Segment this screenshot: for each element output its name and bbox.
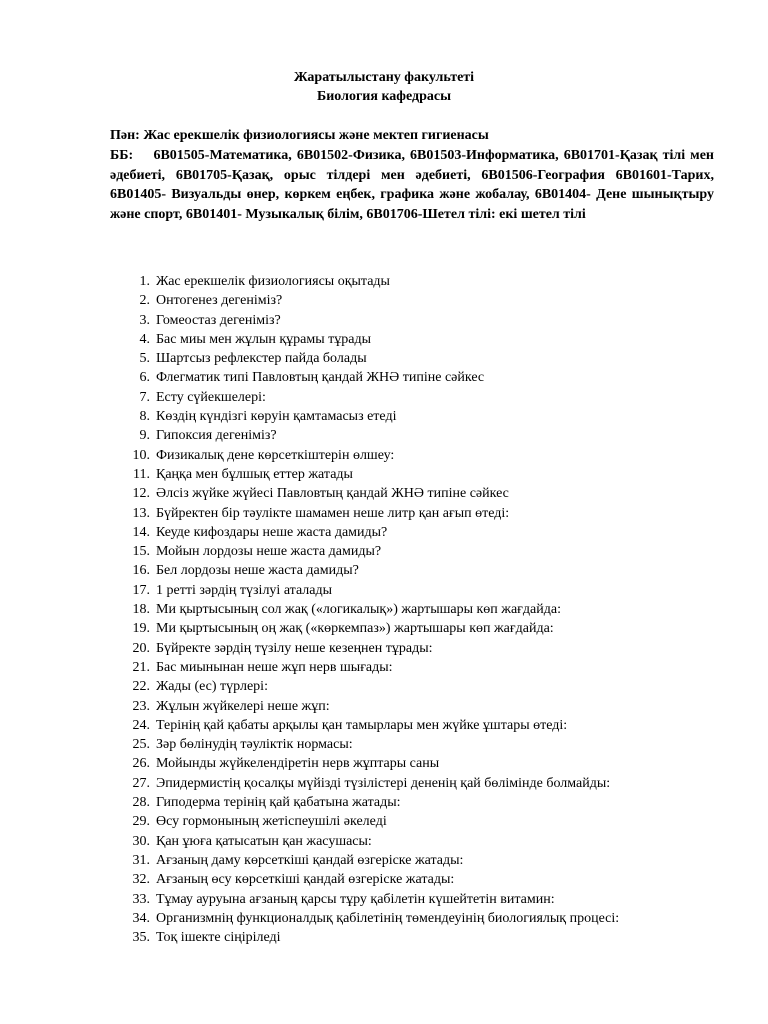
question-text: Қан ұюға қатысатын қан жасушасы: [156, 833, 372, 849]
question-text: Өсу гормонының жетіспеушілі әкеледі [156, 814, 387, 830]
question-item [110, 368, 714, 387]
question-number: 33. [132, 891, 150, 907]
question-item [110, 735, 714, 754]
question-number: 18. [132, 602, 150, 618]
question-number: 19. [132, 621, 150, 637]
question-number: 1. [139, 274, 150, 289]
question-number: 12. [132, 486, 150, 502]
question-text: Қаңқа мен бұлшық еттер жатады [156, 466, 353, 482]
question-item [110, 928, 714, 947]
question-text: Бас миынынан неше жұп нерв шығады: [156, 659, 393, 675]
question-text: 1 ретті зәрдің түзілуі аталады [156, 582, 333, 598]
question-text: Физикалық дене көрсеткіштерін өлшеу: [156, 447, 395, 463]
subject-line: Пән: Жас ерекшелік физиологиясы және мектеп гигиенасы [110, 128, 489, 143]
question-item [110, 272, 714, 291]
question-item [110, 484, 714, 503]
question-number: 20. [132, 640, 150, 656]
question-item [110, 446, 714, 465]
question-number: 15. [132, 544, 150, 560]
question-number: 6. [139, 370, 150, 386]
question-number: 4. [139, 331, 150, 347]
question-item [110, 870, 714, 889]
course-info [110, 126, 714, 225]
question-item [110, 523, 714, 542]
question-item [110, 330, 714, 349]
question-item [110, 504, 714, 523]
question-number: 23. [132, 698, 150, 714]
question-number: 2. [139, 293, 150, 309]
question-text: Флегматик типі Павловтың қандай ЖНӘ типіне сәйкес [156, 370, 485, 386]
question-number: 32. [132, 872, 150, 888]
question-text: Зәр бөлінудің тәуліктік нормасы: [156, 737, 353, 753]
question-item [110, 561, 714, 580]
question-text: Тұмау ауруына ағзаның қарсы тұру қабілетін күшейтетін витамин: [156, 891, 555, 907]
question-text: Мойын лордозы неше жаста дамиды? [156, 544, 382, 560]
question-text: Гиподерма терінің қай қабатына жатады: [156, 795, 401, 811]
question-text: Ми қыртысының сол жақ («логикалық») жартышары көп жағдайда: [156, 602, 561, 618]
question-item [110, 793, 714, 812]
question-text: Бүйректен бір тәулікте шамамен неше литр қан ағып өтеді: [156, 505, 510, 521]
question-text: Бас миы мен жұлын құрамы тұрады [156, 331, 371, 347]
question-text: Терінің қай қабаты арқылы қан тамырлары мен жүйке ұштары өтеді: [156, 717, 568, 733]
question-text: Шартсыз рефлекстер пайда болады [156, 351, 367, 367]
question-text: Эпидермистің қосалқы мүйізді түзілістері дененің қай бөлімінде болмайды: [156, 775, 611, 791]
question-item [110, 407, 714, 426]
question-number: 11. [133, 466, 150, 482]
question-number: 7. [139, 389, 150, 405]
question-text: Ағзаның өсу көрсеткіші қандай өзгеріске жатады: [156, 872, 455, 888]
question-item [110, 619, 714, 638]
department-title: Биология кафедрасы [316, 89, 452, 104]
question-text: Онтогенез дегеніміз? [156, 293, 283, 309]
question-text: Бүйректе зәрдің түзілу неше кезеңнен тұрады: [156, 640, 433, 656]
question-text: Организмнің функционалдық қабілетінің төмендеуінің биологиялық процесі: [156, 910, 620, 926]
question-number: 29. [132, 814, 150, 830]
question-number: 35. [132, 930, 150, 946]
question-number: 10. [132, 447, 150, 463]
question-text: Жады (ес) түрлері: [156, 679, 268, 695]
question-item [110, 349, 714, 368]
question-item [110, 697, 714, 716]
faculty-title: Жаратылыстану факультеті [293, 70, 475, 85]
programs-paragraph [110, 146, 714, 225]
question-item [110, 851, 714, 870]
question-number: 25. [132, 737, 150, 753]
question-number: 21. [132, 659, 150, 675]
question-item [110, 465, 714, 484]
question-item [110, 890, 714, 909]
question-text: Тоқ ішекте сіңіріледі [156, 930, 281, 946]
question-number: 28. [132, 795, 150, 811]
question-number: 9. [139, 428, 150, 444]
question-item [110, 716, 714, 735]
question-item [110, 600, 714, 619]
question-item [110, 426, 714, 445]
question-number: 5. [139, 351, 150, 367]
question-text: Көздің күндізгі көруін қамтамасыз етеді [156, 409, 397, 425]
question-text: Әлсіз жүйке жүйесі Павловтың қандай ЖНӘ типіне сәйкес [156, 486, 509, 502]
question-text: Ағзаның даму көрсеткіші қандай өзгеріске жатады: [156, 852, 464, 868]
question-text: Бел лордозы неше жаста дамиды? [156, 563, 359, 579]
question-item [110, 754, 714, 773]
question-text: Есту сүйекшелері: [156, 389, 266, 405]
question-number: 3. [139, 312, 150, 328]
question-text: Гипоксия дегеніміз? [156, 428, 277, 444]
question-text: Жұлын жүйкелері неше жұп: [156, 698, 330, 714]
question-number: 26. [132, 756, 150, 772]
question-number: 22. [132, 679, 150, 695]
programs-text: 6В01505-Математика, 6В01502-Физика, 6В01503-Информатика, 6В01701-Қазақ тілі мен әдебиеті, 6В01705-Қазақ, орыс тілдері мен әдебиеті, 6В01506-География 6В01601-Тарих, 6В01405- Визуальды өнер, көркем еңбек, графика және жобалау, 6В01404- Дене шынықтыру және спорт, 6В01401- Музыкалық білім, 6В01706-Шетел тілі: екі шетел тілі [110, 147, 714, 223]
question-number: 16. [132, 563, 150, 579]
question-item [110, 542, 714, 561]
question-item [110, 658, 714, 677]
question-item [110, 311, 714, 330]
document-header [0, 68, 768, 106]
question-item [110, 291, 714, 310]
question-number: 27. [132, 775, 150, 791]
question-item [110, 812, 714, 831]
question-number: 30. [132, 833, 150, 849]
question-item [110, 832, 714, 851]
question-number: 24. [132, 717, 150, 733]
question-text: Жас ерекшелік физиологиясы оқытады [156, 274, 390, 289]
question-text: Мойынды жүйкелендіретін нерв жұптары саны [156, 756, 440, 772]
question-number: 8. [139, 409, 150, 425]
question-item [110, 774, 714, 793]
question-number: 14. [132, 524, 150, 540]
question-list [110, 272, 714, 947]
question-item [110, 388, 714, 407]
question-text: Кеуде кифоздары неше жаста дамиды? [156, 524, 388, 540]
question-number: 17. [132, 582, 150, 598]
question-text: Гомеостаз дегеніміз? [156, 312, 281, 328]
question-text: Ми қыртысының оң жақ («көркемпаз») жартышары көп жағдайда: [156, 621, 554, 637]
question-item [110, 909, 714, 928]
question-item [110, 581, 714, 600]
question-item [110, 677, 714, 696]
question-number: 31. [132, 852, 150, 868]
programs-label: ББ: [110, 147, 134, 163]
question-number: 13. [132, 505, 150, 521]
question-item [110, 639, 714, 658]
question-number: 34. [132, 910, 150, 926]
